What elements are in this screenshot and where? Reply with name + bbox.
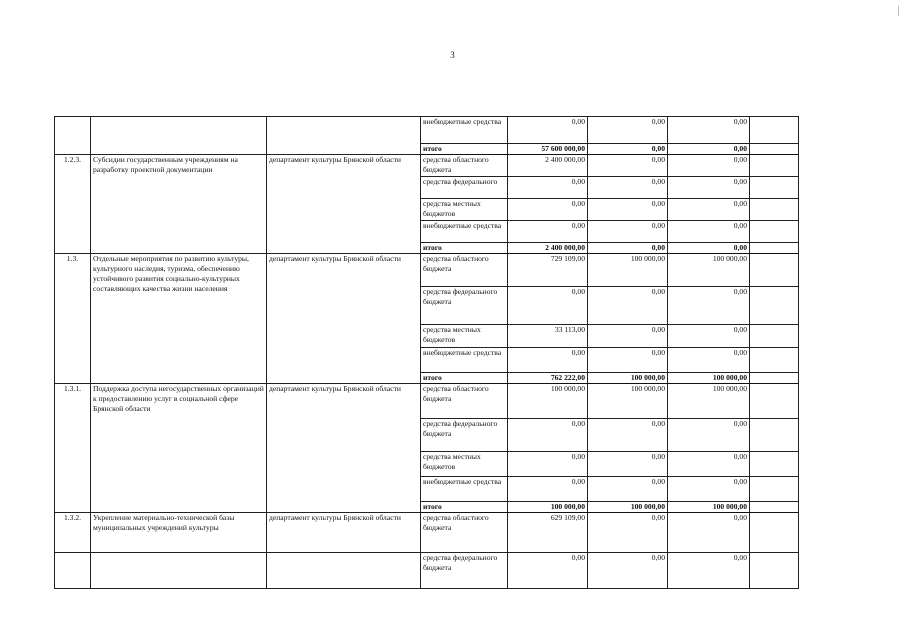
item-name: Укрепление материально-технической базы муниципальных учреждений культуры [91, 513, 267, 553]
amount-year-2: 0,00 [588, 243, 668, 254]
funding-source: итого [421, 373, 508, 384]
table-row [55, 155, 799, 177]
empty-cell [750, 177, 799, 199]
amount-year-2: 100 000,00 [588, 502, 668, 513]
amount-year-2: 100 000,00 [588, 384, 668, 419]
funding-source: итого [421, 502, 508, 513]
amount-year-1: 33 113,00 [508, 325, 588, 348]
funding-source: внебюджетные средства [421, 348, 508, 373]
empty-cell [750, 348, 799, 373]
amount-year-3: 0,00 [668, 477, 750, 502]
empty-cell [750, 477, 799, 502]
funding-source: средства федерального бюджета [421, 553, 508, 589]
amount-year-3: 0,00 [668, 199, 750, 221]
item-executor: департамент культуры Брянской области [267, 155, 421, 254]
amount-year-3: 0,00 [668, 513, 750, 553]
item-executor: департамент культуры Брянской области [267, 513, 421, 553]
item-code [55, 117, 91, 155]
item-name: Субсидии государственным учреждениям на разработку проектной документации [91, 155, 267, 254]
funding-source: средства областного бюджета [421, 155, 508, 177]
amount-year-3: 100 000,00 [668, 373, 750, 384]
item-name: Поддержка доступа негосударственных организаций к предоставлению услуг в социальной сфере Брянской области [91, 384, 267, 513]
amount-year-2: 0,00 [588, 553, 668, 589]
amount-year-1: 0,00 [508, 177, 588, 199]
amount-year-3: 0,00 [668, 419, 750, 452]
empty-cell [750, 452, 799, 477]
funding-source: средства федерального бюджета [421, 419, 508, 452]
table-row [55, 384, 799, 419]
amount-year-2: 0,00 [588, 117, 668, 144]
amount-year-2: 0,00 [588, 325, 668, 348]
empty-cell [750, 384, 799, 419]
amount-year-2: 100 000,00 [588, 373, 668, 384]
amount-year-1: 0,00 [508, 477, 588, 502]
amount-year-1: 2 400 000,00 [508, 243, 588, 254]
amount-year-3: 0,00 [668, 287, 750, 325]
amount-year-1: 100 000,00 [508, 384, 588, 419]
amount-year-1: 729 109,00 [508, 254, 588, 287]
amount-year-2: 0,00 [588, 155, 668, 177]
amount-year-1: 2 400 000,00 [508, 155, 588, 177]
item-code: 1.3.2. [55, 513, 91, 553]
funding-source: средства федерального бюджета [421, 287, 508, 325]
table-row [55, 254, 799, 287]
table-row [55, 513, 799, 553]
funding-source: средства местных бюджетов [421, 452, 508, 477]
budget-table [54, 116, 799, 589]
item-executor: департамент культуры Брянской области [267, 384, 421, 513]
amount-year-1: 0,00 [508, 199, 588, 221]
amount-year-1: 0,00 [508, 117, 588, 144]
amount-year-2: 0,00 [588, 144, 668, 155]
amount-year-1: 0,00 [508, 553, 588, 589]
empty-cell [750, 221, 799, 243]
amount-year-1: 57 600 000,00 [508, 144, 588, 155]
empty-cell [750, 254, 799, 287]
item-code: 1.2.3. [55, 155, 91, 254]
amount-year-1: 762 222,00 [508, 373, 588, 384]
amount-year-1: 100 000,00 [508, 502, 588, 513]
empty-cell [750, 502, 799, 513]
empty-cell [750, 243, 799, 254]
empty-cell [750, 155, 799, 177]
funding-source: внебюджетные средства [421, 117, 508, 144]
amount-year-2: 0,00 [588, 348, 668, 373]
table-row [55, 117, 799, 144]
item-code: 1.3. [55, 254, 91, 384]
amount-year-2: 0,00 [588, 419, 668, 452]
amount-year-2: 0,00 [588, 177, 668, 199]
amount-year-3: 0,00 [668, 177, 750, 199]
empty-cell [750, 373, 799, 384]
funding-source: итого [421, 243, 508, 254]
funding-source: средства областного бюджета [421, 254, 508, 287]
scan-artifact [898, 6, 899, 16]
empty-cell [750, 419, 799, 452]
amount-year-3: 100 000,00 [668, 502, 750, 513]
item-executor: департамент культуры Брянской области [267, 254, 421, 384]
item-code: 1.3.1. [55, 384, 91, 513]
amount-year-1: 629 109,00 [508, 513, 588, 553]
funding-source: внебюджетные средства [421, 477, 508, 502]
item-executor [267, 117, 421, 155]
empty-cell [750, 199, 799, 221]
funding-source: средства федерального [421, 177, 508, 199]
funding-source: средства областного бюджета [421, 384, 508, 419]
amount-year-2: 0,00 [588, 199, 668, 221]
amount-year-2: 0,00 [588, 513, 668, 553]
funding-source: средства местных бюджетов [421, 325, 508, 348]
item-code [55, 553, 91, 589]
table-row [55, 553, 799, 589]
amount-year-1: 0,00 [508, 348, 588, 373]
amount-year-3: 0,00 [668, 243, 750, 254]
item-name: Отдельные мероприятия по развитию культуры, культурного наследия, туризма, обеспечению устойчивого развития социально-культурных составляющих качества жизни населения [91, 254, 267, 384]
amount-year-2: 100 000,00 [588, 254, 668, 287]
empty-cell [750, 553, 799, 589]
empty-cell [750, 287, 799, 325]
empty-cell [750, 513, 799, 553]
amount-year-2: 0,00 [588, 452, 668, 477]
amount-year-3: 0,00 [668, 348, 750, 373]
item-name [91, 553, 267, 589]
amount-year-1: 0,00 [508, 419, 588, 452]
amount-year-1: 0,00 [508, 287, 588, 325]
empty-cell [750, 117, 799, 144]
amount-year-3: 100 000,00 [668, 384, 750, 419]
amount-year-2: 0,00 [588, 287, 668, 325]
amount-year-3: 0,00 [668, 144, 750, 155]
amount-year-1: 0,00 [508, 221, 588, 243]
amount-year-3: 0,00 [668, 452, 750, 477]
item-executor [267, 553, 421, 589]
amount-year-3: 100 000,00 [668, 254, 750, 287]
funding-source: внебюджетные средства [421, 221, 508, 243]
amount-year-3: 0,00 [668, 553, 750, 589]
funding-source: средства областного бюджета [421, 513, 508, 553]
page-number: 3 [450, 50, 455, 60]
amount-year-3: 0,00 [668, 117, 750, 144]
amount-year-3: 0,00 [668, 155, 750, 177]
amount-year-3: 0,00 [668, 221, 750, 243]
funding-source: средства местных бюджетов [421, 199, 508, 221]
amount-year-2: 0,00 [588, 221, 668, 243]
funding-source: итого [421, 144, 508, 155]
amount-year-1: 0,00 [508, 452, 588, 477]
amount-year-2: 0,00 [588, 477, 668, 502]
empty-cell [750, 144, 799, 155]
empty-cell [750, 325, 799, 348]
amount-year-3: 0,00 [668, 325, 750, 348]
item-name [91, 117, 267, 155]
